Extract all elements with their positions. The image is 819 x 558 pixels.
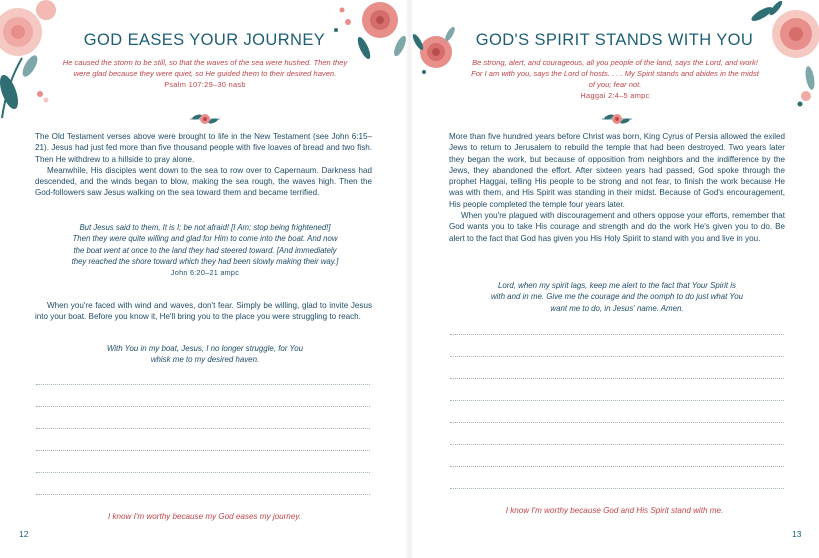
epigraph-text: Be strong, alert, and courageous, all you people of the land, says the Lord, and work! For I am with you, says the Lord of hosts. . . . My Spirit stands and abides in the midst of you; fear not. (471, 58, 759, 89)
body-paragraph: More than five hundred years before Christ was born, King Cyrus of Persia allowed the exiled Jews to return to Jerusalem to rebuild the temple that had been destroyed. Two years later they began the work, but because of opposition from neighbors and the indifference by the Jews, they abandoned the effort. After sixteen years had passed, God spoke through the prophet Haggai, telling His people to be strong and not fear, to finish the work because He was with them, and His Spirit was standing in their midst. Because of God's encouragement, His people completed the temple four years later. (449, 132, 785, 209)
flower-divider-icon (600, 111, 634, 127)
writing-line[interactable] (450, 423, 784, 445)
affirmation-footer: I know I'm worthy because God and His Spirit stand with me. (505, 506, 724, 515)
writing-line[interactable] (450, 467, 784, 489)
page-title: GOD'S SPIRIT STANDS WITH YOU (475, 31, 754, 49)
epigraph (60, 57, 350, 90)
prayer: With You in my boat, Jesus, I no longer struggle, for You whisk me to my desired haven. (106, 344, 304, 365)
floral-corner-top-left-icon (0, 0, 60, 120)
writing-line[interactable] (36, 473, 370, 495)
epigraph (468, 57, 762, 101)
floral-cluster-top-left-icon (410, 20, 460, 80)
body-paragraph: When you're plagued with discouragement and others oppose your efforts, remember that God wants you to take His courage and strength and do the work He's given you to do. Be alert to the fact that God has given you His Holy Spirit to stand with you and live in you. (449, 211, 785, 243)
journal-lines (450, 313, 784, 489)
writing-line[interactable] (36, 451, 370, 473)
body-paragraph: When you're faced with wind and waves, don't fear. Simply be willing, glad to invite Jesus into your boat. Before you know it, He'll bring you to the place you were struggling to reach. (35, 301, 372, 322)
page-number: 13 (792, 529, 802, 539)
affirmation-footer: I know I'm worthy because my God eases my journey. (107, 512, 302, 521)
writing-line[interactable] (450, 379, 784, 401)
body-text (449, 131, 785, 244)
body-text (35, 300, 372, 323)
epigraph-text: He caused the storm to be still, so that the waves of the sea were hushed. Then they were glad because they were quiet, so He guided them to their desired haven. (62, 58, 348, 78)
quote-reference: John 6:20–21 ampc (170, 268, 240, 278)
writing-line[interactable] (36, 429, 370, 451)
writing-line[interactable] (450, 313, 784, 335)
writing-line[interactable] (450, 357, 784, 379)
flower-divider-icon (188, 111, 222, 127)
body-paragraph: The Old Testament verses above were brought to life in the New Testament (see John 6:15–21). Jesus had just fed more than five thousand people with five loaves of bread and two fish. Then He withdrew to a hillside to pray alone. (35, 132, 372, 164)
journal-lines (36, 363, 370, 495)
writing-line[interactable] (36, 385, 370, 407)
writing-line[interactable] (36, 407, 370, 429)
body-paragraph: Meanwhile, His disciples went down to the sea to row over to Capernaum. Darkness had descended, and the winds began to blow, making the sea rough, the waves high. Then the God-followers saw Jesus walking on the sea toward them and became terrified. (35, 165, 372, 198)
left-page (0, 0, 409, 558)
epigraph-reference: Psalm 107:29–30 nasb (164, 80, 246, 89)
right-page (410, 0, 819, 558)
body-text (35, 131, 372, 199)
writing-line[interactable] (450, 401, 784, 423)
quote-text: But Jesus said to them, It is I; be not afraid! [I Am; stop being frightened!] Then they were quite willing and glad for Him to come into the boat. And now the boat went at once to the land they had steered toward. [And immediately they reached the shore toward which they had been slowly making their way.] (71, 223, 339, 266)
writing-line[interactable] (36, 363, 370, 385)
scripture-quote (70, 222, 340, 278)
writing-line[interactable] (450, 335, 784, 357)
page-title: GOD EASES YOUR JOURNEY (83, 31, 326, 49)
prayer: Lord, when my spirit lags, keep me alert to the fact that Your Spirit is with and in me. Give me the courage and the oomph to do just what You want me to do, in Jesus' name. Amen. (490, 281, 744, 313)
writing-line[interactable] (450, 445, 784, 467)
page-number: 12 (19, 529, 29, 539)
epigraph-reference: Haggai 2:4–5 ampc (580, 91, 650, 100)
